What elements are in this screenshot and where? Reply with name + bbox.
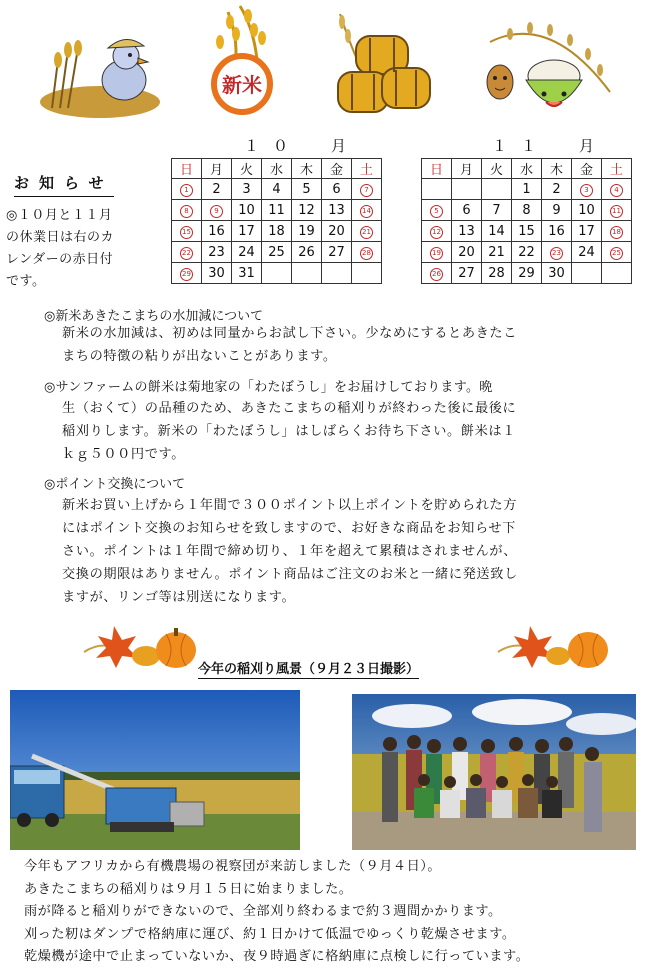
notice-line: ◎１０月と１１月 — [6, 208, 113, 223]
date-cell: 12 — [292, 200, 322, 221]
holiday-circle: 9 — [210, 205, 223, 218]
holiday-date-cell — [422, 263, 452, 284]
date-cell: 2 — [202, 179, 232, 200]
holiday-circle: 12 — [430, 226, 443, 239]
weekday-header: 月 — [452, 159, 482, 179]
date-cell: 31 — [232, 263, 262, 284]
rice-bales-illustration — [322, 10, 434, 122]
holiday-date-cell — [352, 200, 382, 221]
notice-line: です。 — [6, 274, 46, 289]
date-cell: 26 — [292, 242, 322, 263]
holiday-circle: 23 — [550, 247, 563, 260]
notice-line: の休業日は右のカ — [6, 230, 115, 245]
holiday-date-cell — [172, 263, 202, 284]
date-cell: 23 — [202, 242, 232, 263]
farmer-bird-illustration — [38, 30, 162, 122]
section-line: ｋｇ５００円です。 — [62, 447, 186, 462]
holiday-date-cell — [572, 179, 602, 200]
holiday-circle: 7 — [360, 184, 373, 197]
weekday-header: 金 — [322, 159, 352, 179]
report-line: 刈った籾はダンプで格納庫に運び、約１日かけて低温でゆっくり乾燥させます。 — [24, 926, 516, 942]
shinmai-rice-emblem — [196, 2, 296, 120]
holiday-date-cell — [172, 242, 202, 263]
report-line: 雨が降ると稲刈りができないので、全部刈り終わるまで約３週間かかります。 — [24, 904, 502, 919]
holiday-circle: 19 — [430, 247, 443, 260]
weekday-header: 土 — [602, 159, 632, 179]
weekday-header: 水 — [512, 159, 542, 179]
holiday-date-cell — [602, 221, 632, 242]
date-cell — [602, 263, 632, 284]
section-body-mochi — [62, 397, 644, 466]
notice-line: レンダーの赤日付 — [6, 252, 114, 267]
date-cell — [322, 263, 352, 284]
visitors-group-photo — [352, 694, 636, 850]
holiday-date-cell — [542, 242, 572, 263]
november-calendar — [421, 158, 632, 284]
date-cell: 19 — [292, 221, 322, 242]
date-cell — [292, 263, 322, 284]
section-heading-points: ◎ポイント交換について — [44, 477, 186, 492]
date-cell — [262, 263, 292, 284]
october-calendar-title: １０ 月 — [244, 137, 361, 155]
section-line: 新米の水加減は、初めは同量からお試し下さい。少なめにするとあきたこ — [62, 326, 517, 341]
date-cell: 10 — [232, 200, 262, 221]
date-cell: 10 — [572, 200, 602, 221]
holiday-circle: 5 — [430, 205, 443, 218]
date-cell: 25 — [262, 242, 292, 263]
harvest-combine-photo — [10, 690, 300, 850]
date-cell: 14 — [482, 221, 512, 242]
holiday-date-cell — [602, 242, 632, 263]
october-calendar — [171, 158, 382, 284]
date-cell: 8 — [512, 200, 542, 221]
section-heading-mochi: ◎サンファームの餅米は菊地家の「わたぼうし」をお届けしております。晩 — [44, 380, 493, 395]
notice-body — [6, 205, 158, 293]
date-cell — [352, 263, 382, 284]
date-cell: 18 — [262, 221, 292, 242]
holiday-circle: 26 — [430, 268, 443, 281]
holiday-date-cell — [602, 179, 632, 200]
holiday-date-cell — [352, 221, 382, 242]
holiday-circle: 8 — [180, 205, 193, 218]
weekday-header: 水 — [262, 159, 292, 179]
date-cell: 17 — [572, 221, 602, 242]
date-cell — [422, 179, 452, 200]
date-cell: 27 — [322, 242, 352, 263]
holiday-circle: 28 — [360, 247, 373, 260]
autumn-leaves-pumpkin-left — [82, 622, 198, 670]
date-cell: 13 — [452, 221, 482, 242]
holiday-date-cell — [422, 200, 452, 221]
holiday-circle: 25 — [610, 247, 623, 260]
date-cell: 28 — [482, 263, 512, 284]
weekday-header: 月 — [202, 159, 232, 179]
autumn-leaves-pumpkin-right — [496, 624, 612, 670]
holiday-circle: 21 — [360, 226, 373, 239]
holiday-date-cell — [202, 200, 232, 221]
section-line: 新米お買い上げから１年間で３００ポイント以上ポイントを貯められた方 — [62, 498, 517, 513]
holiday-circle: 22 — [180, 247, 193, 260]
date-cell: 1 — [512, 179, 542, 200]
holiday-date-cell — [602, 200, 632, 221]
weekday-header: 土 — [352, 159, 382, 179]
holiday-circle: 4 — [610, 184, 623, 197]
date-cell: 24 — [232, 242, 262, 263]
shinmai-label: 新米 — [222, 73, 262, 97]
weekday-header: 日 — [172, 159, 202, 179]
report-line: 今年もアフリカから有機農場の視察団が来訪しました（９月４日）。 — [24, 859, 442, 874]
date-cell — [572, 263, 602, 284]
weekday-header: 火 — [232, 159, 262, 179]
section-line: 生（おくて）の品種のため、あきたこまちの稲刈りが終わった後に最後に — [62, 401, 517, 416]
weekday-header: 金 — [572, 159, 602, 179]
date-cell: 5 — [292, 179, 322, 200]
section-body-water — [62, 322, 644, 368]
date-cell: 22 — [512, 242, 542, 263]
report-line: 乾燥機が途中で止まっていないか、夜９時過ぎに格納庫に点検しに行っています。 — [24, 949, 530, 964]
holiday-date-cell — [422, 242, 452, 263]
holiday-date-cell — [172, 221, 202, 242]
holiday-circle: 14 — [360, 205, 373, 218]
holiday-date-cell — [172, 200, 202, 221]
holiday-date-cell — [172, 179, 202, 200]
weekday-header: 火 — [482, 159, 512, 179]
date-cell — [482, 179, 512, 200]
date-cell: 17 — [232, 221, 262, 242]
weekday-header: 木 — [292, 159, 322, 179]
date-cell: 13 — [322, 200, 352, 221]
section-line: まちの特徴の粘りが出ないことがあります。 — [62, 349, 337, 364]
bottom-report — [24, 856, 644, 969]
date-cell — [452, 179, 482, 200]
date-cell: 29 — [512, 263, 542, 284]
date-cell: 6 — [452, 200, 482, 221]
section-line: にはポイント交換のお知らせを致しますので、お好きな商品をお知らせ下 — [62, 521, 516, 536]
holiday-circle: 1 — [180, 184, 193, 197]
notice-title: お知らせ — [14, 172, 114, 197]
date-cell: 24 — [572, 242, 602, 263]
date-cell: 20 — [452, 242, 482, 263]
date-cell: 30 — [202, 263, 232, 284]
section-line: ますが、リンゴ等は別送になります。 — [62, 590, 296, 605]
date-cell: 2 — [542, 179, 572, 200]
weekday-header: 木 — [542, 159, 572, 179]
date-cell: 20 — [322, 221, 352, 242]
date-cell: 21 — [482, 242, 512, 263]
holiday-circle: 18 — [610, 226, 623, 239]
date-cell: 6 — [322, 179, 352, 200]
photo-caption: 今年の稲刈り風景（９月２３日撮影） — [198, 658, 419, 679]
holiday-date-cell — [422, 221, 452, 242]
section-body-points — [62, 494, 644, 609]
section-line: 稲刈りします。新米の「わたぼうし」はしばらくお待ち下さい。餅米は１ — [62, 424, 516, 439]
date-cell: 3 — [232, 179, 262, 200]
section-line: さい。ポイントは１年間で締め切り、１年を超えて累積はされませんが、 — [62, 544, 517, 559]
report-line: あきたこまちの稲刈りは９月１５日に始まりました。 — [24, 881, 353, 897]
november-calendar-title: １１ 月 — [492, 137, 609, 155]
weekday-header: 日 — [422, 159, 452, 179]
holiday-date-cell — [352, 242, 382, 263]
holiday-circle: 15 — [180, 226, 193, 239]
date-cell: 27 — [452, 263, 482, 284]
date-cell: 9 — [542, 200, 572, 221]
holiday-date-cell — [352, 179, 382, 200]
date-cell: 11 — [262, 200, 292, 221]
holiday-circle: 29 — [180, 268, 193, 281]
holiday-circle: 3 — [580, 184, 593, 197]
date-cell: 4 — [262, 179, 292, 200]
date-cell: 16 — [202, 221, 232, 242]
section-line: 交換の期限はありません。ポイント商品はご注文のお米と一緒に発送致し — [62, 567, 518, 582]
date-cell: 16 — [542, 221, 572, 242]
section-heading-water: ◎新米あきたこまちの水加減について — [44, 309, 264, 324]
date-cell: 15 — [512, 221, 542, 242]
holiday-circle: 11 — [610, 205, 623, 218]
date-cell: 7 — [482, 200, 512, 221]
rice-bowl-characters — [480, 22, 620, 122]
date-cell: 30 — [542, 263, 572, 284]
